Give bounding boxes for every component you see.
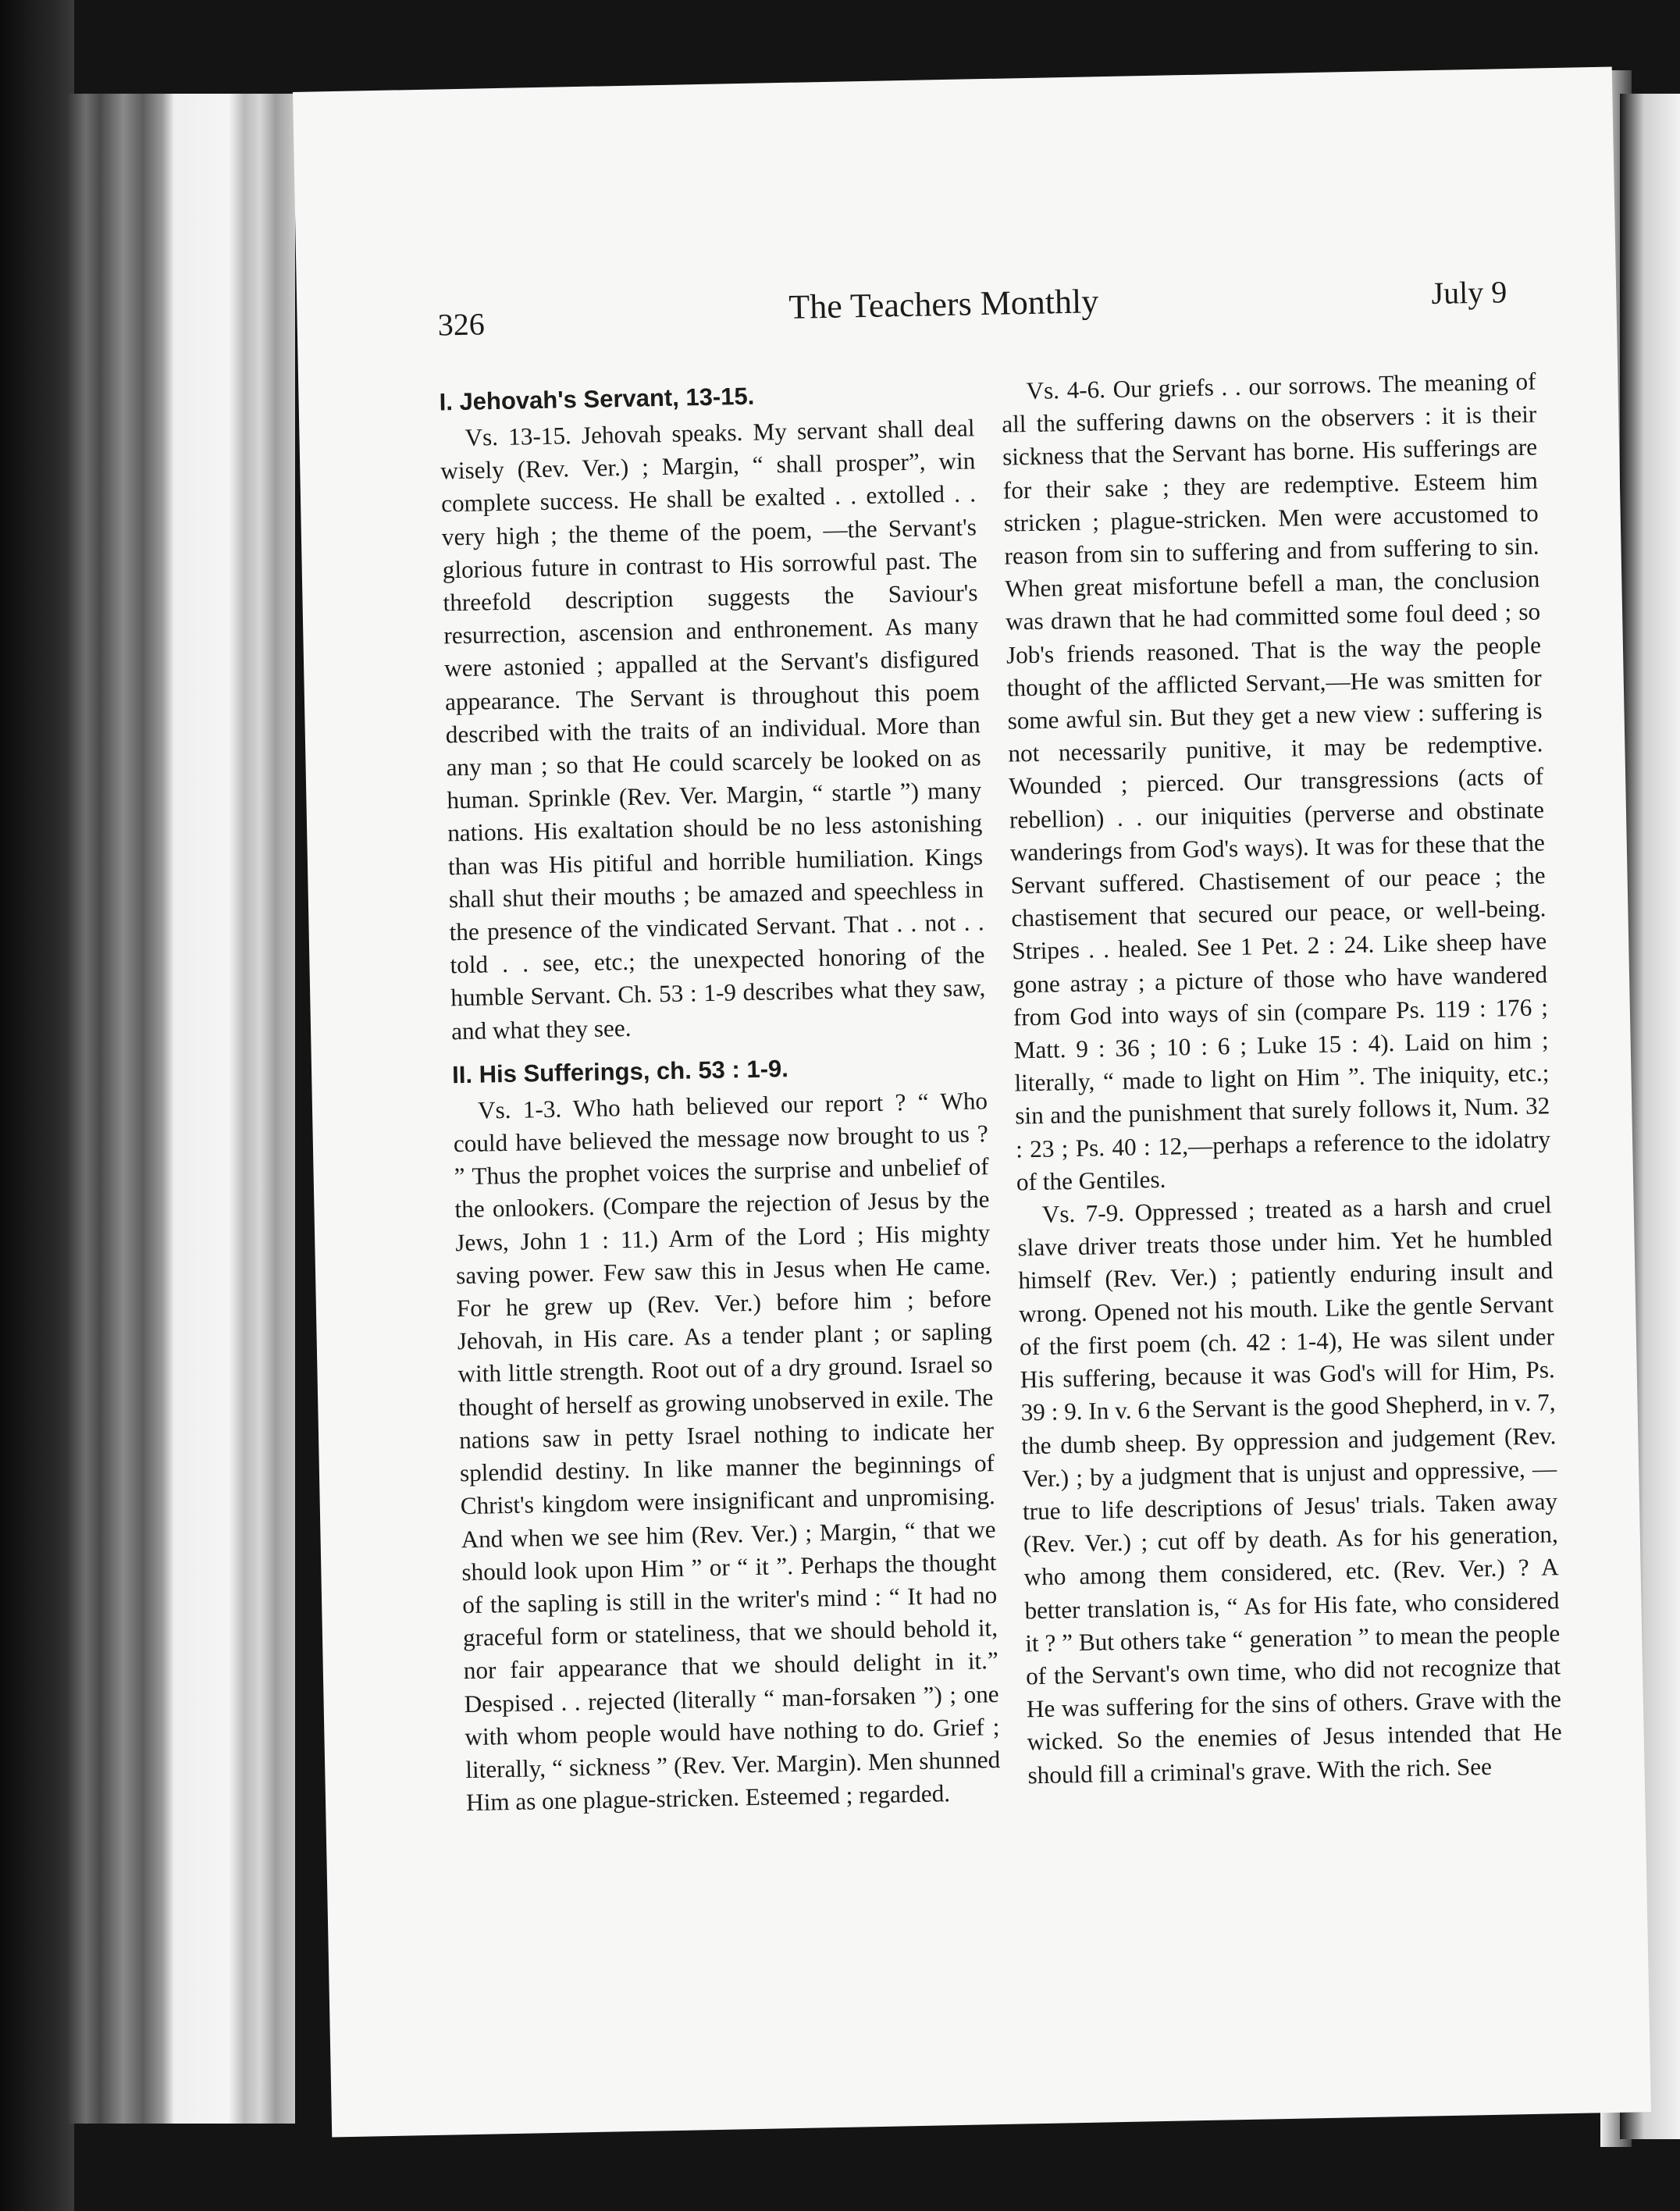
section-heading-1: I. Jehovah's Servant, 13-15. <box>439 382 755 416</box>
section-heading-2: II. His Sufferings, ch. 53 : 1-9. <box>451 1054 789 1089</box>
page-edges <box>69 94 295 2124</box>
binder-shadow <box>0 0 74 2211</box>
right-column <box>1001 365 1563 1793</box>
left-column <box>439 376 1001 1819</box>
publication-title: The Teachers Monthly <box>788 282 1099 326</box>
paragraph-vs-4-6: Vs. 4-6. Our griefs . . our sorrows. The meaning of all the suffering dawns on the observers : it is their sickness that the Servant has borne. His sufferings are for their sake ; they are redemptive. Esteem him stricken ; plague-stricken. Men were accustomed to reason from sin to suffering and from suffering to sin. When great misfortune befell a man, the conclusion was drawn that he had committed some foul deed ; so Job's friends reasoned. That is the way the people thought of the afflicted Servant,—He was smitten for some awful sin. But they get a new view : suffering is not necessarily punitive, it may be redemptive. Wounded ; pierced. Our transgressions (acts of rebellion) . . our iniquities (perverse and obstinate wanderings from God's ways). It was for these that the Servant suffered. Chastisement of our peace ; the chastisement that secured our peace, or well-being. Stripes . . healed. See 1 Pet. 2 : 24. Like sheep have gone astray ; a picture of those who have wandered from God into ways of sin (compare Ps. 119 : 176 ; Matt. 9 : 36 ; 10 : 6 ; Luke 15 : 4). Laid on him ; literally, “ made to light on Him ”. The iniquity, etc.; sin and the punishment that surely follows it, Num. 32 : 23 ; Ps. 40 : 12,—perhaps a reference to the idolatry of the Gentiles. <box>1001 367 1551 1196</box>
running-header <box>437 273 1507 348</box>
paragraph-vs-1-3: Vs. 1-3. Who hath believed our report ? “ Who could have believed the message now brought to us ? ” Thus the prophet voices the surprise and unbelief of the onlookers. (Compare the rejection of Jesus by the Jews, John 1 : 11.) Arm of the Lord ; His mighty saving power. Few saw this in Jesus when He came. For he grew up (Rev. Ver.) before him ; before Jehovah, in His care. As a tender plant ; or sapling with little strength. Root out of a dry ground. Israel so thought of herself as growing unobserved in exile. The nations saw in petty Israel nothing to indicate her splendid destiny. In like manner the beginnings of Christ's kingdom were insignificant and unpromising. And when we see him (Rev. Ver.) ; Margin, “ that we should look upon Him ” or “ it ”. Perhaps the thought of the sapling is still in the writer's mind : “ It had no graceful form or stateliness, that we should behold it, nor fair appearance that we should delight in it.” Despised . . rejected (literally “ man-forsaken ”) ; one with whom people would have nothing to do. Grief ; literally, “ sickness ” (Rev. Ver. Margin). Men shunned Him as one plague-stricken. Esteemed ; regarded. <box>453 1087 1001 1817</box>
issue-date: July 9 <box>1431 274 1507 312</box>
page-number: 326 <box>437 306 486 343</box>
book-page <box>293 67 1651 2138</box>
paragraph-vs-13-15: Vs. 13-15. Jehovah speaks. My servant shall deal wisely (Rev. Ver.) ; Margin, “ shall prosper”, win complete success. He shall be exalted . . extolled . . very high ; the theme of the poem, —the Servant's glorious future in contrast to His sorrowful past. The threefold description suggests the Saviour's resurrection, ascension and enthronement. As many were astonied ; appalled at the Servant's disfigured appearance. The Servant is throughout this poem described with the traits of an individual. More than any man ; so that He could scarcely be looked on as human. Sprinkle (Rev. Ver. Margin, “ startle ”) many nations. His exaltation should be no less astonishing than was His pitiful and horrible humiliation. Kings shall shut their mouths ; be amazed and speechless in the presence of the vindicated Servant. That . . not . . told . . see, etc.; the unexpected honoring of the humble Servant. Ch. 53 : 1-9 describes what they saw, and what they see. <box>440 414 986 1045</box>
paragraph-vs-7-9: Vs. 7-9. Oppressed ; treated as a harsh and cruel slave driver treats those under him. Yet he humbled himself (Rev. Ver.) ; patiently enduring insult and wrong. Opened not his mouth. Like the gentle Servant of the first poem (ch. 42 : 1-4), He was silent under His suffering, because it was God's will for Him, Ps. 39 : 9. In v. 6 the Servant is the good Shepherd, in v. 7, the dumb sheep. By oppression and judgement (Rev. Ver.) ; by a judgment that is unjust and oppressive, —true to life descriptions of Jesus' trials. Taken away (Rev. Ver.) ; cut off by death. As for his generation, who among them considered, etc. (Rev. Ver.) ? A better translation is, “ As for His fate, who considered it ? ” But others take “ generation ” to mean the people of the Servant's own time, who did not recognize that He was suffering for the sins of others. Grave with the wicked. So the enemies of Jesus intended that He should fill a criminal's grave. With the rich. See <box>1017 1191 1562 1789</box>
